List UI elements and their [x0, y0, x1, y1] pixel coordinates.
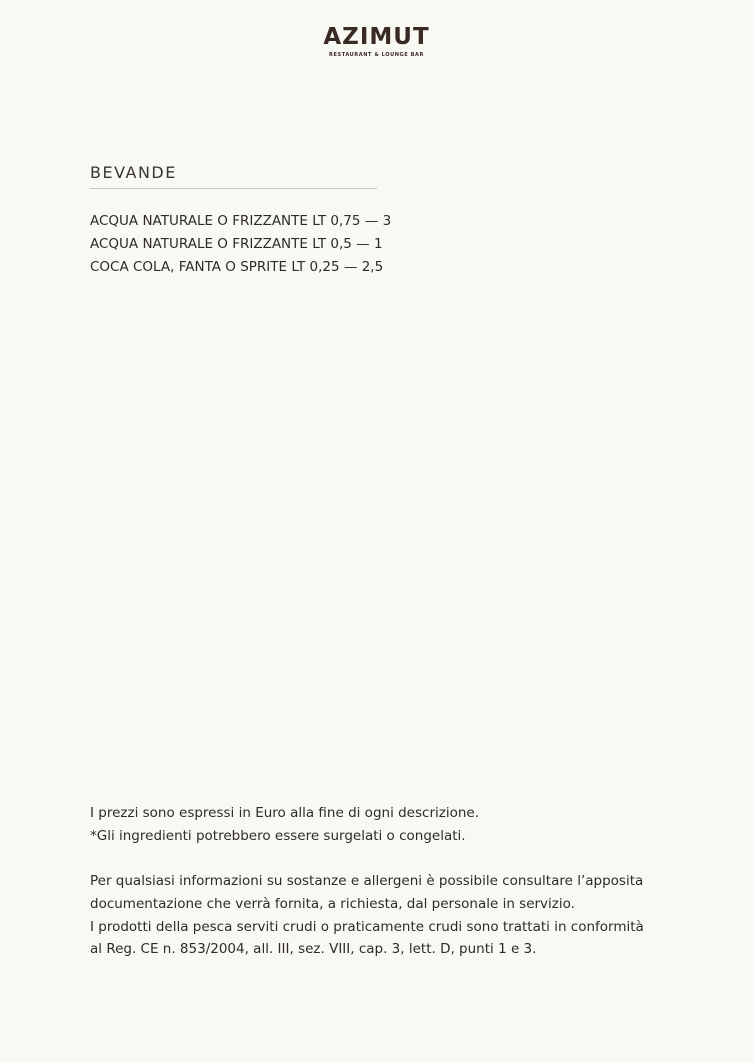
logo-wordmark: AZIMUT — [323, 24, 430, 50]
section-divider — [90, 188, 377, 189]
section-title: BEVANDE — [90, 163, 177, 182]
raw-fish-note-line-1: I prodotti della pesca serviti crudi o praticamente crudi sono trattati in conformità — [90, 918, 644, 935]
logo-tagline: RESTAURANT & LOUNGE BAR — [329, 52, 424, 58]
frozen-note: *Gli ingredienti potrebbero essere surgelati o congelati. — [90, 827, 466, 844]
menu-item: ACQUA NATURALE O FRIZZANTE LT 0,75 — 3 — [90, 213, 392, 229]
footer-notes — [90, 802, 644, 961]
allergens-note-line-2: documentazione che verrà fornita, a richiesta, dal personale in servizio. — [90, 895, 575, 912]
menu-item: COCA COLA, FANTA O SPRITE LT 0,25 — 2,5 — [90, 259, 384, 275]
notes-spacer — [90, 847, 644, 870]
allergens-note-line-1: Per qualsiasi informazioni su sostanze e allergeni è possibile consultare l’apposita — [90, 873, 644, 890]
restaurant-logo — [0, 24, 753, 59]
prices-note: I prezzi sono espressi in Euro alla fine di ogni descrizione. — [90, 805, 479, 821]
drinks-list — [90, 210, 391, 279]
raw-fish-note-line-2: al Reg. CE n. 853/2004, all. III, sez. VIII, cap. 3, lett. D, punti 1 e 3. — [90, 941, 537, 958]
menu-item: ACQUA NATURALE O FRIZZANTE LT 0,5 — 1 — [90, 236, 383, 252]
